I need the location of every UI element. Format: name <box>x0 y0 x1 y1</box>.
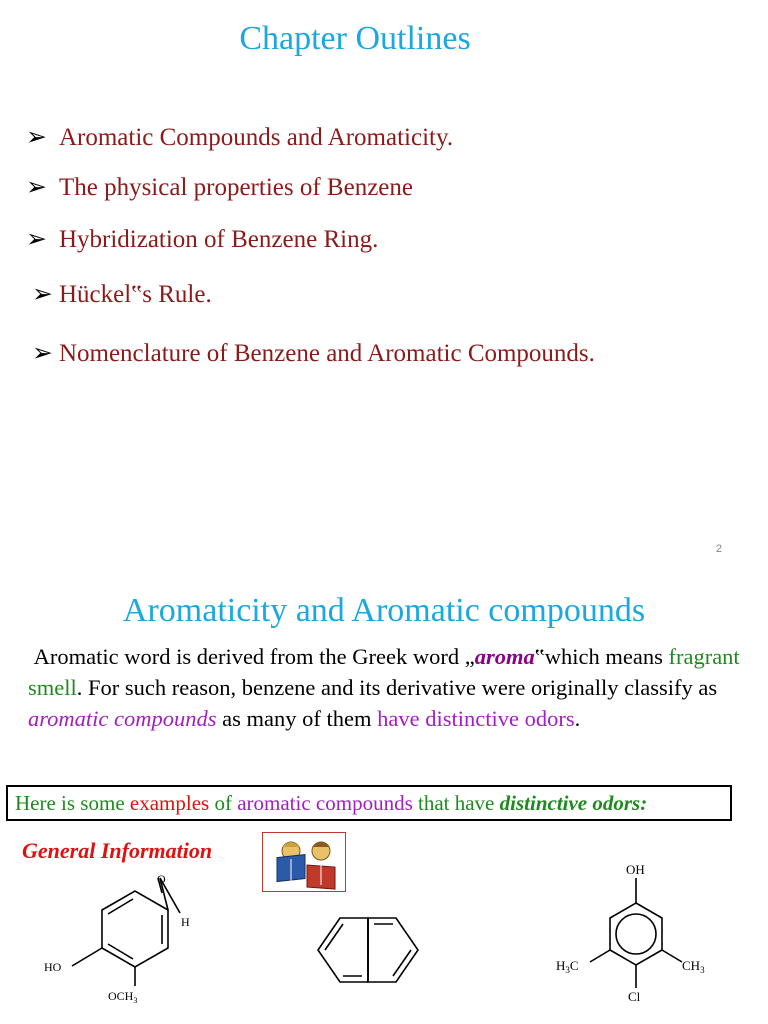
para-text: Aromatic word is derived from the Greek word <box>33 644 465 669</box>
fragrant-smell-text: fragrant smell <box>28 644 740 700</box>
bullet-arrow-icon: ➢ <box>32 281 53 308</box>
slide2-title: Aromaticity and Aromatic compounds <box>122 592 646 629</box>
outline-item-aromatic-compounds <box>26 122 453 152</box>
bullet-arrow-icon: ➢ <box>26 174 47 201</box>
bullet-arrow-icon: ➢ <box>32 340 53 367</box>
chloroxylenol-ch3-label: $CH_3$ <box>682 958 705 975</box>
para-text: . <box>574 706 581 731</box>
chloroxylenol-structure <box>552 858 722 1008</box>
outline-item-nomenclature <box>32 338 595 368</box>
vanillin-och3-label: $OCH_3$ <box>108 989 138 1005</box>
vanillin-ho-label: HO <box>44 960 62 974</box>
distinctive-odors-text: have distinctive odors <box>377 706 575 731</box>
outline-item-physical-properties <box>26 172 413 202</box>
chloroxylenol-cl-label: Cl <box>628 989 641 1004</box>
aromatic-compounds-text: aromatic compounds <box>28 706 217 731</box>
page-number: 2 <box>715 543 722 555</box>
examples-text: of <box>209 791 238 815</box>
general-information-link[interactable]: General Information <box>22 838 213 863</box>
vanillin-o-label: O <box>157 872 166 886</box>
distinctive-odors-word: distinctive odors: <box>499 791 648 815</box>
bullet-arrow-icon: ➢ <box>26 124 47 151</box>
para-text: which means <box>544 644 669 669</box>
outline-item-hybridization <box>26 224 378 254</box>
outline-item-label: The physical properties of Benzene <box>58 174 413 201</box>
examples-text: Here is some <box>15 791 130 815</box>
examples-text: that have <box>412 791 500 815</box>
para-text: as many of them <box>216 706 378 731</box>
outline-item-label: Hückel‟s Rule. <box>58 281 212 308</box>
intro-paragraph <box>28 641 748 734</box>
outline-item-label: Nomenclature of Benzene and Aromatic Compounds. <box>58 340 595 367</box>
vanillin-structure <box>40 868 210 1008</box>
outline-item-huckel-rule <box>32 279 212 309</box>
naphthalene-structure <box>310 912 440 988</box>
aroma-word: aroma <box>474 644 535 669</box>
para-quote: ‟ <box>534 644 545 669</box>
reading-books-icon[interactable] <box>262 832 346 892</box>
bullet-arrow-icon: ➢ <box>26 226 47 253</box>
chloroxylenol-h3c-label: $H_3C$ <box>556 958 579 975</box>
chloroxylenol-oh-label: OH <box>626 862 645 877</box>
para-quote: „ <box>464 644 475 669</box>
vanillin-h-label: H <box>181 915 190 929</box>
outline-item-label: Hybridization of Benzene Ring. <box>58 226 379 253</box>
outline-item-label: Aromatic Compounds and Aromaticity. <box>58 124 454 151</box>
aromatic-compounds-word: aromatic compounds <box>237 791 413 815</box>
slide1-title: Chapter Outlines <box>239 20 471 57</box>
examples-box <box>6 785 732 821</box>
examples-word: examples <box>129 791 210 815</box>
para-text: . For such reason, benzene and its derivative were originally classify as <box>76 675 718 700</box>
